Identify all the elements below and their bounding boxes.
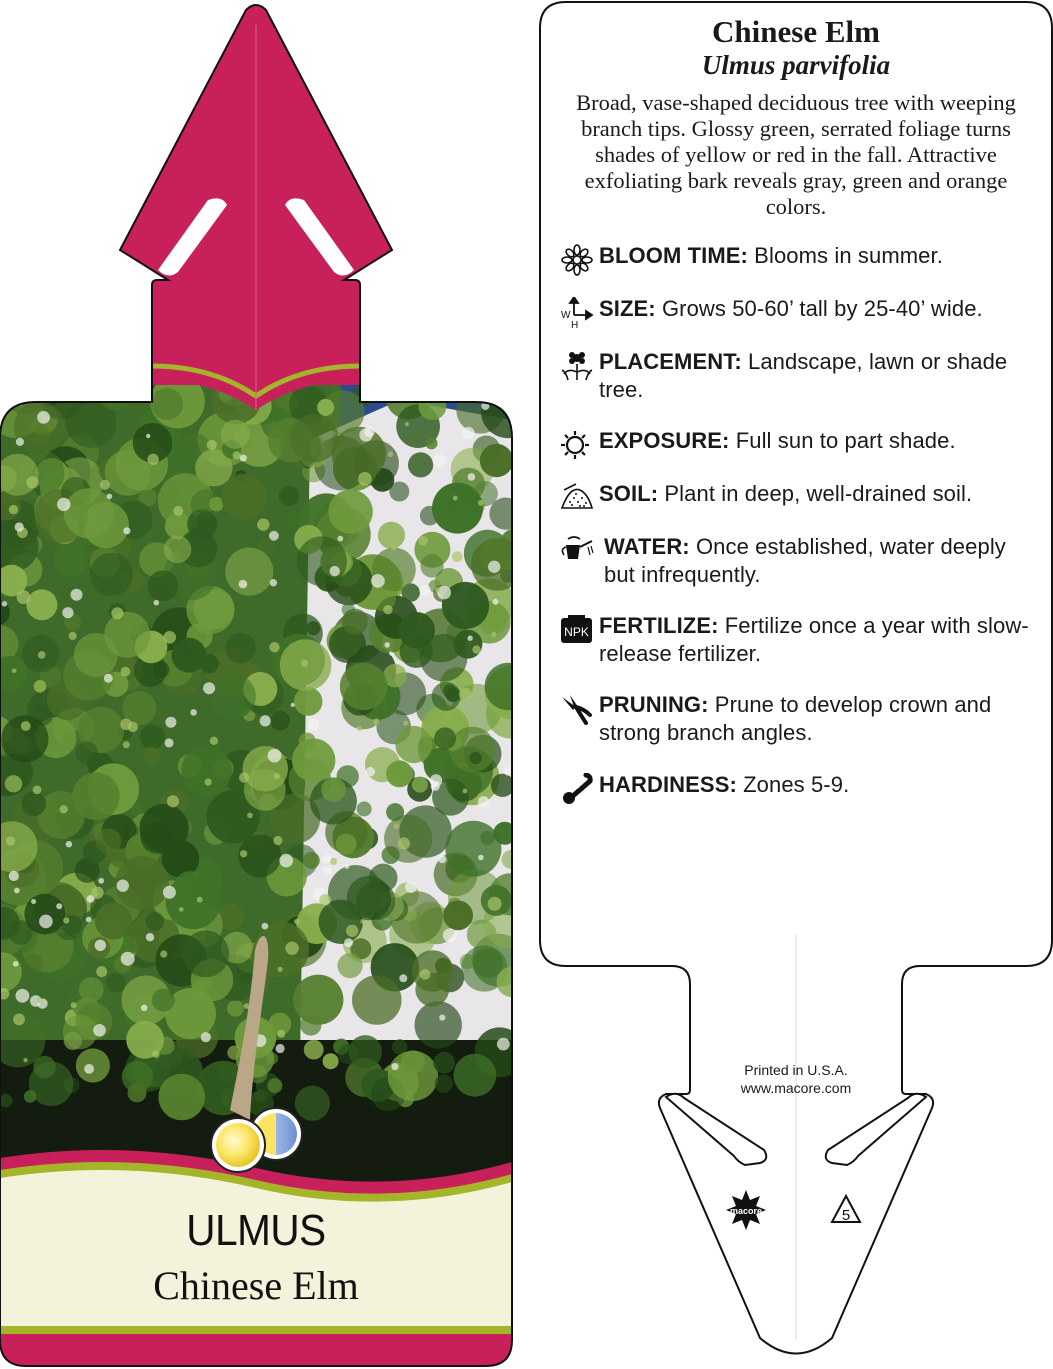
soil-mound-icon [560, 482, 594, 514]
attribute-soil [560, 480, 1030, 508]
recycle-number: 5 [841, 1207, 851, 1224]
attr-label: HARDINESS: [599, 772, 737, 797]
front-genus-name: ULMUS [186, 1206, 326, 1255]
attribute-water [560, 533, 1030, 589]
attr-text: Prune to develop crown and strong branch angles. [599, 692, 992, 745]
attr-label: BLOOM TIME: [599, 243, 748, 268]
website-link: www.macore.com [740, 1080, 852, 1096]
tree-photo [0, 366, 538, 1200]
watering-can-icon [560, 535, 594, 567]
plant-description: Broad, vase-shaped deciduous tree with weeping branch tips. Glossy green, serrated foliage turns shades of yellow or red in the fall. Attractive exfoliating bark reveals gray, green and orange colors. [576, 90, 1016, 219]
attribute-fertilize [560, 612, 1030, 668]
bottom-magenta-bar [0, 1334, 512, 1369]
size-icon-w: W [561, 310, 571, 321]
pruning-shears-icon [560, 693, 594, 725]
printed-in-usa: Printed in U.S.A. [744, 1062, 848, 1078]
bottom-green-bar [0, 1326, 512, 1334]
attr-text: Fertilize once a year with slow-release fertilizer. [599, 613, 1029, 666]
thermometer-icon [560, 773, 594, 805]
attr-text: Landscape, lawn or shade tree. [599, 349, 1008, 402]
attr-label: FERTILIZE: [599, 613, 719, 638]
attribute-size [560, 295, 1030, 329]
npk-text: NPK [564, 625, 589, 639]
macore-logo-text: macore [729, 1206, 763, 1216]
attr-label: SOIL: [599, 481, 659, 506]
attribute-bloom-time [560, 242, 1030, 270]
attr-text: Once established, water deeply but infrequently. [604, 534, 1006, 587]
size-arrows-icon [560, 297, 594, 329]
flower-icon [560, 244, 594, 276]
attr-label: PLACEMENT: [599, 349, 742, 374]
attr-text: Plant in deep, well-drained soil. [658, 481, 973, 506]
common-name-heading: Chinese Elm [712, 14, 880, 49]
placement-flowers-icon [560, 350, 594, 382]
attr-text: Grows 50-60’ tall by 25-40’ wide. [655, 296, 983, 321]
attr-label: EXPOSURE: [599, 428, 730, 453]
macore-logo [726, 1190, 766, 1230]
sun-icon [560, 429, 594, 461]
attribute-placement [560, 348, 1030, 404]
attr-label: SIZE: [599, 296, 656, 321]
full-sun-badge [211, 1118, 265, 1172]
npk-fertilizer-icon [560, 614, 594, 646]
attr-text: Zones 5-9. [736, 772, 850, 797]
attribute-pruning [560, 691, 1030, 747]
attr-text: Blooms in summer. [747, 243, 943, 268]
front-common-name: Chinese Elm [153, 1263, 359, 1308]
latin-name-heading: Ulmus parvifolia [701, 50, 891, 80]
attr-label: PRUNING: [599, 692, 709, 717]
attribute-exposure [560, 427, 1030, 455]
size-icon-h: H [571, 320, 579, 329]
printed-info [700, 1061, 892, 1097]
attr-text: Full sun to part shade. [729, 428, 956, 453]
attribute-hardiness [560, 771, 1030, 799]
attr-label: WATER: [604, 534, 690, 559]
